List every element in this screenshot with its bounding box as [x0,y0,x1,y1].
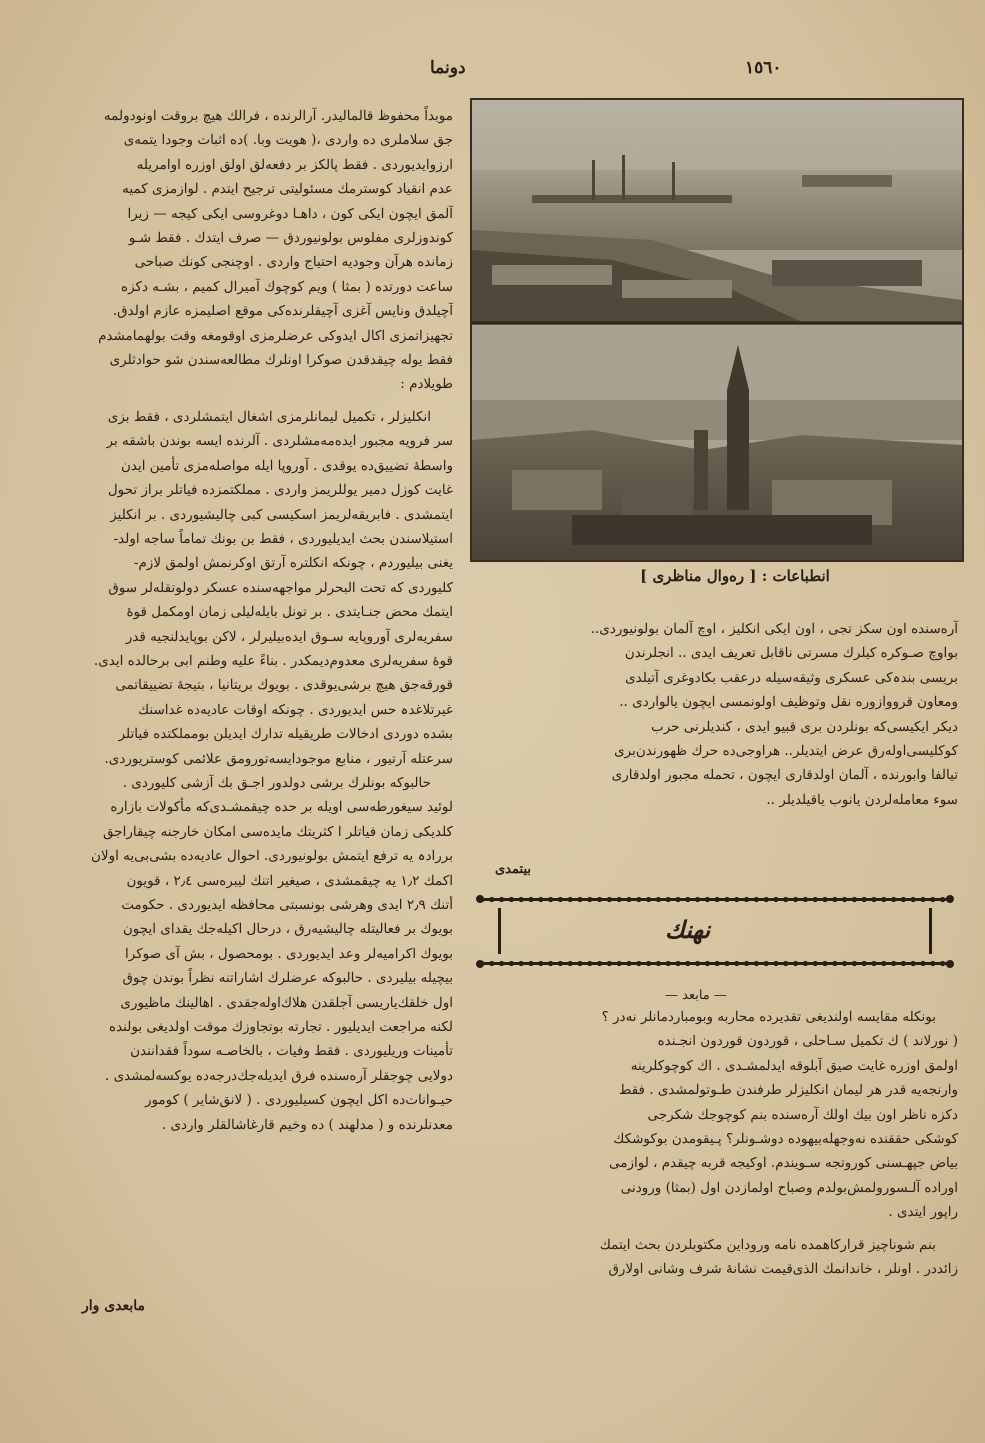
text-line: سفریه‌لری آوروپایه سـوق ایده‌بیلیرلر ، لاکن بوپایدلنجیه قدر [125,628,453,645]
border-dot [528,897,533,902]
border-dot [891,961,896,966]
border-dot [705,961,710,966]
corner-ornament [946,895,954,903]
photo-illustration [472,100,962,560]
text-line: ایتمشدی . فابریقه‌لریمز اسکیسی کبی چالیشیوردی . بر انکلیز [110,506,453,523]
border-dot [881,961,886,966]
text-line: وارنجه‌یه قدر هر لیمان انکلیزلر طرفندن طـوتولمشدی . فقط [618,1082,958,1099]
text-line: لوئید سیغورطه‌سی اویله بر حده چیقمشـدی‌که مأکولات بازاره [110,799,453,816]
border-dot [754,897,759,902]
text-line: آلمق ایچون ایکی کون ، داهـا دوغروسی ایکی کیجه — زیرا [127,205,453,222]
corner-ornament [476,895,484,903]
text-line: أتنك ٢٫٩ ایدی وهرشی بونسبتی محافظه ایدیوردی . حکومت [121,897,453,913]
text-line: تجهیزاتمزی اکال ایدوکی عرضلرمزی اوقومغه وقت بولهمامشدم [98,327,453,344]
page-number: ١٥٦٠ [745,58,782,78]
corner-ornament [476,960,484,968]
text-line: ( نورلاند ) ك تکمیل سـاحلی ، قوردون قوردون انجـنده [657,1033,958,1050]
border-dot [626,897,631,902]
text-line: دیکر ایکیسی‌که بونلردن بری قبیو ایدی ، کندیلرنی حرب [651,718,958,735]
border-dot [793,897,798,902]
section-subheading: — مابعد — [665,988,727,1003]
dot-border-top [479,897,950,902]
border-dot [617,897,622,902]
border-dot [597,961,602,966]
left-text-column-top [468,617,958,812]
border-dot [715,961,720,966]
text-line: بیچیله بیلیردی . حالبوکه عرضلرك اشاراتنه نظراً بوندن چوق [122,970,453,987]
text-line: کوندوزلری مفلوس بولونیوردق — صرف ایتدك . فقط شـو [128,230,453,247]
border-dot [881,897,886,902]
text-line: بویوك بر فعالیتله چالیشیه‌رق ، درحال اکیله‌جك یقدای ایچون [122,921,453,938]
border-dot [568,961,573,966]
border-dot [675,897,680,902]
border-dot [773,897,778,902]
harbor-photograph [470,98,964,562]
text-line: ایتمك محض جنـایتدی . بر تونل بایله‌لیلی زمان اومکمل قوهٔ [126,604,453,621]
text-line: دکزه ناظر اون بیك اولك آره‌سنده بنم کوچوجك شکرجی [647,1106,958,1123]
border-dot [754,961,759,966]
border-dot [862,897,867,902]
border-dot [822,961,827,966]
text-line: زمانده هرآن وجودیه احتیاج واردی . اوچنجی کونك صباحی [134,254,453,271]
text-line: ومعاون قرووازوره نقل وتوظیف اولونمسی ایچون یالواردی .. [619,694,958,711]
to-be-continued: بیتمدی [495,862,531,877]
border-dot [509,897,514,902]
text-line: اول خلقك‌یاریسی آجلقدن هلاك‌اوله‌جقدی . اهالینك ماظیوری‌ [120,994,453,1011]
border-dot [607,961,612,966]
text-line: عدم انقیاد کوسترمك مسئولیتی ترجیح ایتدم . لوازمزی کمیه [122,181,453,198]
border-dot [901,961,906,966]
border-dot [822,897,827,902]
border-dot [489,961,494,966]
border-dot [734,897,739,902]
border-dot [587,961,592,966]
text-line: کلدیکی زمان فیاتلر ا کثریتك مایده‌سی امکان خارجنه چیقاراجق [103,823,453,840]
border-dot [793,961,798,966]
border-dot [626,961,631,966]
text-line: سر فرویه مجبور ایده‌مه‌مشلردی . آلرنده ایسه بوندن باشقه بر [106,433,453,450]
border-dot [617,961,622,966]
border-dot [940,897,945,902]
text-line: قوهٔ سفریه‌لری معدوم‌دیمکدر . بناءً علیه وطنم ابی برحالده ایدی. [93,652,453,669]
border-dot [803,961,808,966]
text-line: اوراده آلـسورولمش‌بولدم وصباح اولمازدن اول (بمثا) ورودنی [620,1179,958,1196]
border-dot [577,897,582,902]
text-line: ساعت دورتده ( بمثا ) ویم کوچوك آمیرال کمیم ، بشـه دکزه [121,278,453,295]
border-dot [920,897,925,902]
border-dot [636,961,641,966]
text-line: کوکلیسی‌اوله‌رق عرض ایتدیلر.. هراوجی‌ده حرك ظهورندن‌بری [614,743,958,760]
border-dot [744,961,749,966]
continued-note: مابعدی وار [82,1298,146,1314]
border-dot [852,897,857,902]
border-dot [901,897,906,902]
border-dot [509,961,514,966]
border-dot [568,897,573,902]
text-line: استیلاسندن بحث ایدیلیوردی ، فقط بن بونك تماماً ساجه اولد- [113,530,453,547]
text-line: یغنی بیلیوردم ، چونکه انکلتره آرتق اوکرنمش اولمق لازم- [133,555,453,572]
border-dot [940,961,945,966]
border-dot [538,897,543,902]
border-dot [607,897,612,902]
text-line: فقط یوله چیقدقدن صوکرا اونلرك مطالعه‌سندن شو حوادثلری [109,352,453,369]
text-line: تأمینات وریلیوردی . فقط وفیات ، بالخاصـه سوداً فقدانندن [130,1043,453,1060]
border-dot [832,897,837,902]
text-line: بیاض جپهـسنی کوروتجه سـویندم. اوکیجه قربه چیقدم ، لوازمی [608,1155,958,1172]
border-dot [813,961,818,966]
border-dot [558,897,563,902]
text-line: راپور ایتدی . [888,1204,958,1221]
dot-border-bottom [479,961,950,966]
border-dot [675,961,680,966]
text-line: سوء معامله‌لردن یانوب یاقیلدیلر .. [766,791,958,808]
border-dot [724,897,729,902]
text-line: بویوك اکرامیه‌لر وعد ایدیوردی . بومحصول ، بش آی صوکرا [125,945,453,962]
border-dot [862,961,867,966]
border-dot [499,897,504,902]
border-dot [803,897,808,902]
border-dot [685,961,690,966]
text-line: بریسی بندہ‌کی عسکری وثیقه‌سیله درعقب بکادوغری آتیلدی [625,669,958,686]
text-line: آره‌سنده اون سکز تجی ، اون ایکی انکلیز ، اوچ آلمان بولونیوردی.. [590,621,958,637]
ornamental-title-frame [470,884,960,980]
text-line: اکمك ١٫٢ یه چیقمشدی ، صیغیر اتنك لیبره‌سی ٢٫٤ ، قویون [126,872,453,889]
border-dot [656,897,661,902]
border-dot [920,961,925,966]
text-line: بررادہ یه ترفع ایتمش بولونیوردی. احوال عادیه‌ده بشی‌بی‌یه اولان [90,848,453,865]
border-dot [764,961,769,966]
border-dot [646,897,651,902]
text-line: معدنلرنده و ( مدلهند ) ده وخیم قارغاشالقلر واردی . [161,1116,453,1133]
text-line: جق سلاملری ده واردی ،( هویت وبا. )ده اثبات وجودا یتمه‌ی [123,132,453,149]
text-line: دولایی چوجقلر آره‌سنده فرق ایدیله‌جك‌درجه‌ده یوکسه‌لمشدی . [105,1067,453,1084]
text-line: کوشکی حققنده نەوجهله‌بیهوده دوشـونلر؟ پـیقومدن بوکوشکك [613,1131,958,1148]
border-dot [666,961,671,966]
border-dot [783,897,788,902]
border-dot [548,897,553,902]
text-line: اولمق اوزره غایت صیق آبلوقه ایدلمشـدی . اك کوچوکلرینه [630,1057,958,1074]
border-dot [891,897,896,902]
border-dot [783,961,788,966]
border-dot [666,897,671,902]
text-line: حالبوکه بونلرك برشی دولدور اجـق بك آزشی کلیوردی . [122,774,431,791]
border-dot [911,897,916,902]
border-dot [656,961,661,966]
text-line: سرعتله آرتیور ، منابع موجودایسه‌تورومق علائمی کوستریوردی. [104,750,453,767]
border-dot [705,897,710,902]
text-line: آچیلدق ونایس آغزی آچیقلرنده‌کی موقع اصلیمزه عازم اولدق. [112,303,453,320]
border-dot [930,961,935,966]
text-line: ارزوایدیوردی . فقط پالكز بر دفعه‌لق اولق اوزره اوامریله [136,156,453,173]
text-line: زائددر . اونلر ، خاندانمك الذی‌قیمت نشانهٔ شرف وشانی اولارق [608,1261,958,1278]
border-dot [646,961,651,966]
border-dot [871,897,876,902]
border-dot [773,961,778,966]
border-dot [734,961,739,966]
text-line: تیالفا وابورنده ، آلمان اولدقاری ایچون ، تحمله مجبور اولدقاری [611,767,958,784]
border-dot [538,961,543,966]
border-dot [499,961,504,966]
photo-caption: انطباعات : [ رەوال مناظری ] [640,567,830,585]
border-dot [724,961,729,966]
corner-ornament [946,960,954,968]
right-text-column [28,104,453,1137]
border-dot [764,897,769,902]
text-line: کلیوردی که تحت البحرلر مواجهه‌سنده عسکر دولوتقله‌لر سوق [108,579,453,596]
frame-side-right [929,908,932,954]
text-line: انکلیزلر ، تکمیل لیمانلرمزی اشغال ایتمشلردی ، فقط بزی [107,408,431,425]
left-text-column-bottom [468,1005,958,1281]
border-dot [695,897,700,902]
border-dot [911,961,916,966]
text-line: بنم شوناچیز قرارکاهمده نامه وروداین مکتوبلردن بحث ایتمك [599,1236,936,1253]
border-dot [489,897,494,902]
border-dot [528,961,533,966]
border-dot [695,961,700,966]
border-dot [715,897,720,902]
text-line: لکنه مراجعت ایدیلیور . تجارته بوتجاوزك موقت اولدیغی بولنده [109,1019,453,1036]
border-dot [519,961,524,966]
section-title: نهنك [665,915,711,944]
border-dot [519,897,524,902]
text-line: بونکله مقایسه اولندیغی تقدیرده محاربه وبومباردمانلر نه‌در ؟ [601,1009,936,1025]
border-dot [842,961,847,966]
border-dot [852,961,857,966]
border-dot [813,897,818,902]
border-dot [577,961,582,966]
border-dot [587,897,592,902]
text-line: موبداً محفوظ قالمالیدر. آرالرنده ، فرالك هیچ بروقت اونودولمه‌ [103,108,453,124]
border-dot [636,897,641,902]
text-line: واسطهٔ تضییق‌ده یوقدی . آوروپا ایله مواصله‌مزی تأمین ایدن [120,457,453,474]
text-line: طویلادم : [400,376,453,393]
text-line: بواوچ صـوکره کیلرك مسرتی ناقابل تعریف ایدی .. انجلرندن [624,645,958,662]
border-dot [871,961,876,966]
text-line: بشده دوردی ادخالات طریقیله تدارك ایدیلن بومملکتده فیاتلر [118,726,453,743]
border-dot [548,961,553,966]
border-dot [930,897,935,902]
border-dot [832,961,837,966]
text-line: غایت کوزل دمیر یوللریمز واردی . مملکتمزده فیاتلر براز تحول [107,482,453,499]
text-line: قورقه‌جق هیچ برشی‌یوقدی . بویوك بریتانیا ، بتیجهٔ تضییقاتمی [115,677,453,694]
border-dot [685,897,690,902]
border-dot [597,897,602,902]
border-dot [558,961,563,966]
text-line: حیـوانات‌ده اکل ایچون کسیلیوردی . ( لانق‌شایر ) کومور [144,1092,453,1109]
text-line: غیرتلاغدہ حس ایدیوردی . چونکه اوقات عادیه‌ده غداسنك [138,701,453,718]
border-dot [744,897,749,902]
border-dot [842,897,847,902]
frame-side-left [498,908,501,954]
running-title: دونما [430,58,466,78]
